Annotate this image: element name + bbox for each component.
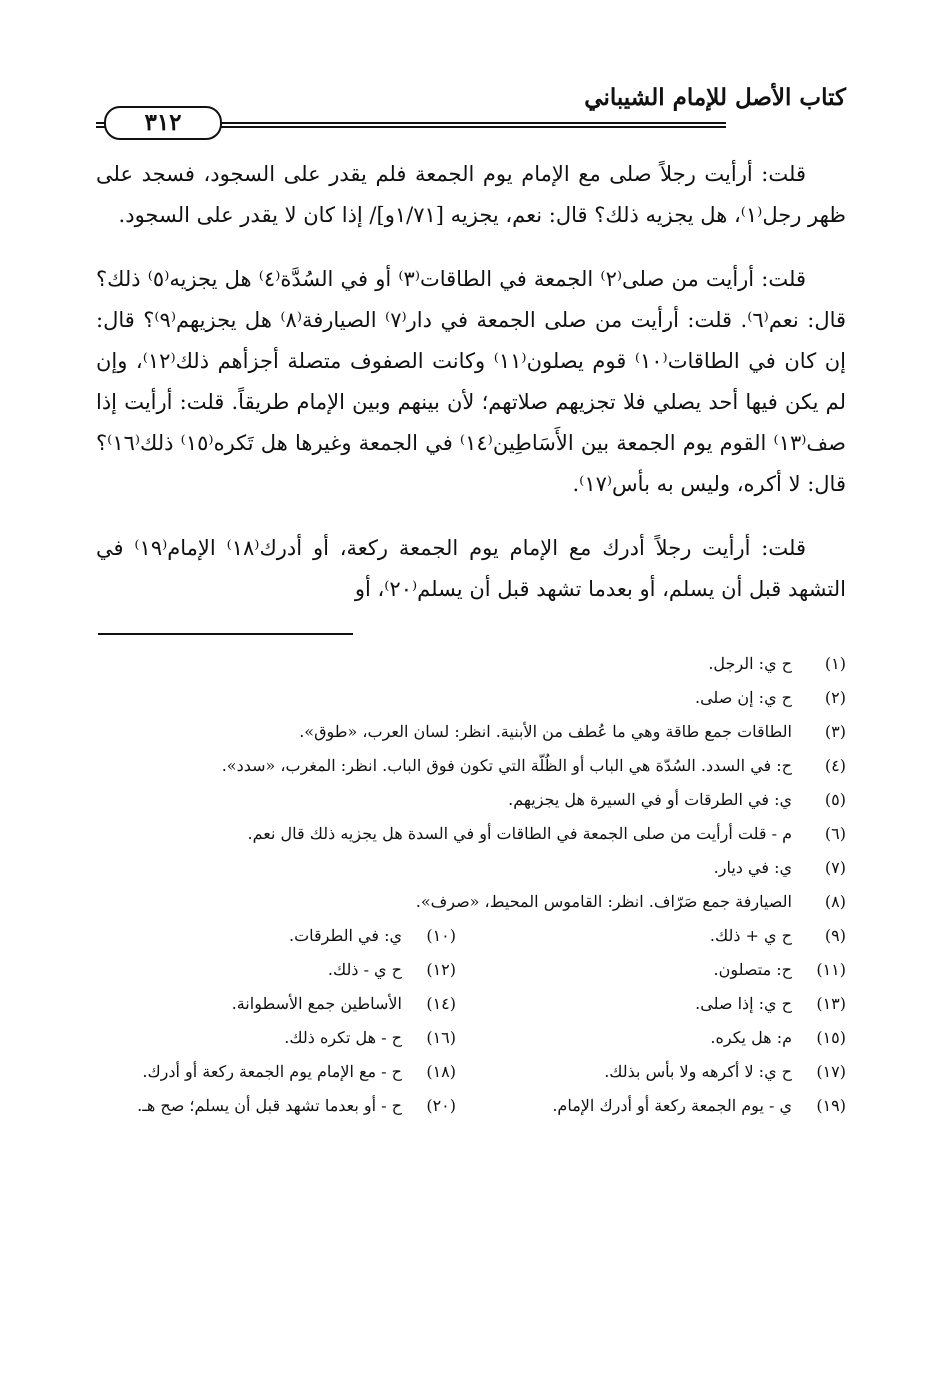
footnote bbox=[486, 1021, 846, 1055]
footnote-text: ح: في السدد. السُدّة هي الباب أو الظُلّة التي تكون فوق الباب. انظر: المغرب، «سدد». bbox=[221, 756, 792, 775]
footnote-number: (٦) bbox=[824, 824, 846, 843]
footnote-number: (٧) bbox=[824, 858, 846, 877]
footnote bbox=[486, 953, 846, 987]
footnote bbox=[96, 817, 846, 851]
paragraph: قلت: أرأيت رجلاً صلى مع الإمام يوم الجمعة فلم يقدر على السجود، فسجد على ظهر رجل⁽١⁾، هل يجزيه ذلك؟ قال: نعم، يجزيه [١/٧١و]/ إذا كان لا يقدر على السجود. bbox=[96, 162, 846, 227]
footnote bbox=[486, 987, 846, 1021]
footnote bbox=[96, 919, 456, 953]
footnote-text: ح - مع الإمام يوم الجمعة ركعة أو أدرك. bbox=[142, 1062, 402, 1081]
footnote bbox=[96, 1021, 456, 1055]
book-page bbox=[96, 80, 846, 1123]
footnote-two-column-block bbox=[96, 919, 846, 1123]
footnote bbox=[96, 749, 846, 783]
footnote-text: ي: في الطرقات أو في السيرة هل يجزيهم. bbox=[508, 790, 792, 809]
footnote-number: (٤) bbox=[824, 756, 846, 775]
footnote-number: (١٩) bbox=[816, 1096, 846, 1115]
main-text bbox=[96, 154, 846, 610]
footnote-text: م: هل يكره. bbox=[710, 1028, 792, 1047]
footnote-text: الصيارفة جمع صَرّاف. انظر: القاموس المحيط، «صرف». bbox=[415, 892, 792, 911]
footnote bbox=[96, 987, 456, 1021]
footnote bbox=[96, 647, 846, 681]
footnote-text: ي - يوم الجمعة ركعة أو أدرك الإمام. bbox=[552, 1096, 792, 1115]
footnote-text: ي: في الطرقات. bbox=[288, 926, 402, 945]
footnote-text: الأساطين جمع الأسطوانة. bbox=[231, 994, 402, 1013]
footnote bbox=[96, 1055, 456, 1089]
footnote-text: م - قلت أرأيت من صلى الجمعة في الطاقات أو في السدة هل يجزيه ذلك قال نعم. bbox=[247, 824, 792, 843]
footnote-number: (١٣) bbox=[816, 994, 846, 1013]
footnote-text: ح ي + ذلك. bbox=[709, 926, 792, 945]
paragraph: قلت: أرأيت رجلاً أدرك مع الإمام يوم الجمعة ركعة، أو أدرك⁽١٨⁾ الإمام⁽١٩⁾ في التشهد قبل أن يسلم، أو بعدما تشهد قبل أن يسلم⁽٢٠⁾، أو bbox=[96, 536, 846, 601]
footnote-number: (١٦) bbox=[426, 1028, 456, 1047]
footnote-number: (١٤) bbox=[426, 994, 456, 1013]
footnote bbox=[96, 1089, 456, 1123]
footnote bbox=[486, 1055, 846, 1089]
footnote-number: (١٢) bbox=[426, 960, 456, 979]
footnote-text: ح ي: الرجل. bbox=[708, 654, 792, 673]
footnote bbox=[96, 885, 846, 919]
page-number: ٣١٢ bbox=[104, 106, 222, 140]
footnote-text: ح ي: إذا صلى. bbox=[695, 994, 792, 1013]
footnote bbox=[486, 919, 846, 953]
footnotes bbox=[96, 647, 846, 1123]
footnote-number: (٢٠) bbox=[426, 1096, 456, 1115]
footnote-number: (١) bbox=[824, 654, 846, 673]
footnote-text: ح ي: لا أكرهه ولا بأس بذلك. bbox=[604, 1062, 792, 1081]
footnote bbox=[96, 681, 846, 715]
paragraph: قلت: أرأيت من صلى⁽٢⁾ الجمعة في الطاقات⁽٣⁾ أو في السُدَّة⁽٤⁾ هل يجزيه⁽٥⁾ ذلك؟ قال: نعم⁽٦⁾. قلت: أرأيت من صلى الجمعة في دار⁽٧⁾ الصيارفة⁽٨⁾ هل يجزيهم⁽٩⁾؟ قال: إن كان في الطاقات⁽١٠⁾ قوم يصلون⁽١١⁾ وكانت الصفوف متصلة أجزأهم ذلك⁽١٢⁾، وإن لم يكن فيها أحد يصلي فلا تجزيهم صلاتهم؛ لأن بينهم وبين الإمام طريقاً. قلت: أرأيت إذا صف⁽١٣⁾ القوم يوم الجمعة بين الأَسَاطِين⁽١٤⁾ في الجمعة وغيرها هل تَكره⁽١٥⁾ ذلك⁽١٦⁾؟ قال: لا أكره، وليس به بأس⁽١٧⁾. bbox=[96, 267, 847, 496]
footnote-number: (٨) bbox=[824, 892, 846, 911]
footnote-text: ح ي: إن صلى. bbox=[695, 688, 792, 707]
footnote-text: الطاقات جمع طاقة وهي ما عُطف من الأبنية. انظر: لسان العرب، «طوق». bbox=[299, 722, 792, 741]
footnote-separator bbox=[98, 633, 353, 635]
footnote-number: (٩) bbox=[824, 926, 846, 945]
footnote-text: ح - هل تكره ذلك. bbox=[284, 1028, 402, 1047]
footnote-number: (١٠) bbox=[426, 926, 456, 945]
footnote bbox=[486, 1089, 846, 1123]
footnote-text: ح - أو بعدما تشهد قبل أن يسلم؛ صح هـ. bbox=[137, 1096, 402, 1115]
footnote-number: (١٧) bbox=[816, 1062, 846, 1081]
footnote-number: (١١) bbox=[816, 960, 846, 979]
book-title: كتاب الأصل للإمام الشيباني bbox=[584, 84, 846, 111]
footnote-number: (١٥) bbox=[816, 1028, 846, 1047]
footnote bbox=[96, 715, 846, 749]
footnote-number: (٥) bbox=[824, 790, 846, 809]
footnote bbox=[96, 783, 846, 817]
footnote-number: (٣) bbox=[824, 722, 846, 741]
footnote-number: (٢) bbox=[824, 688, 846, 707]
footnote-number: (١٨) bbox=[426, 1062, 456, 1081]
footnote-text: ح ي - ذلك. bbox=[327, 960, 402, 979]
page-header bbox=[96, 80, 846, 150]
footnote bbox=[96, 851, 846, 885]
footnote bbox=[96, 953, 456, 987]
footnote-text: ح: متصلون. bbox=[713, 960, 792, 979]
footnote-text: ي: في ديار. bbox=[713, 858, 792, 877]
